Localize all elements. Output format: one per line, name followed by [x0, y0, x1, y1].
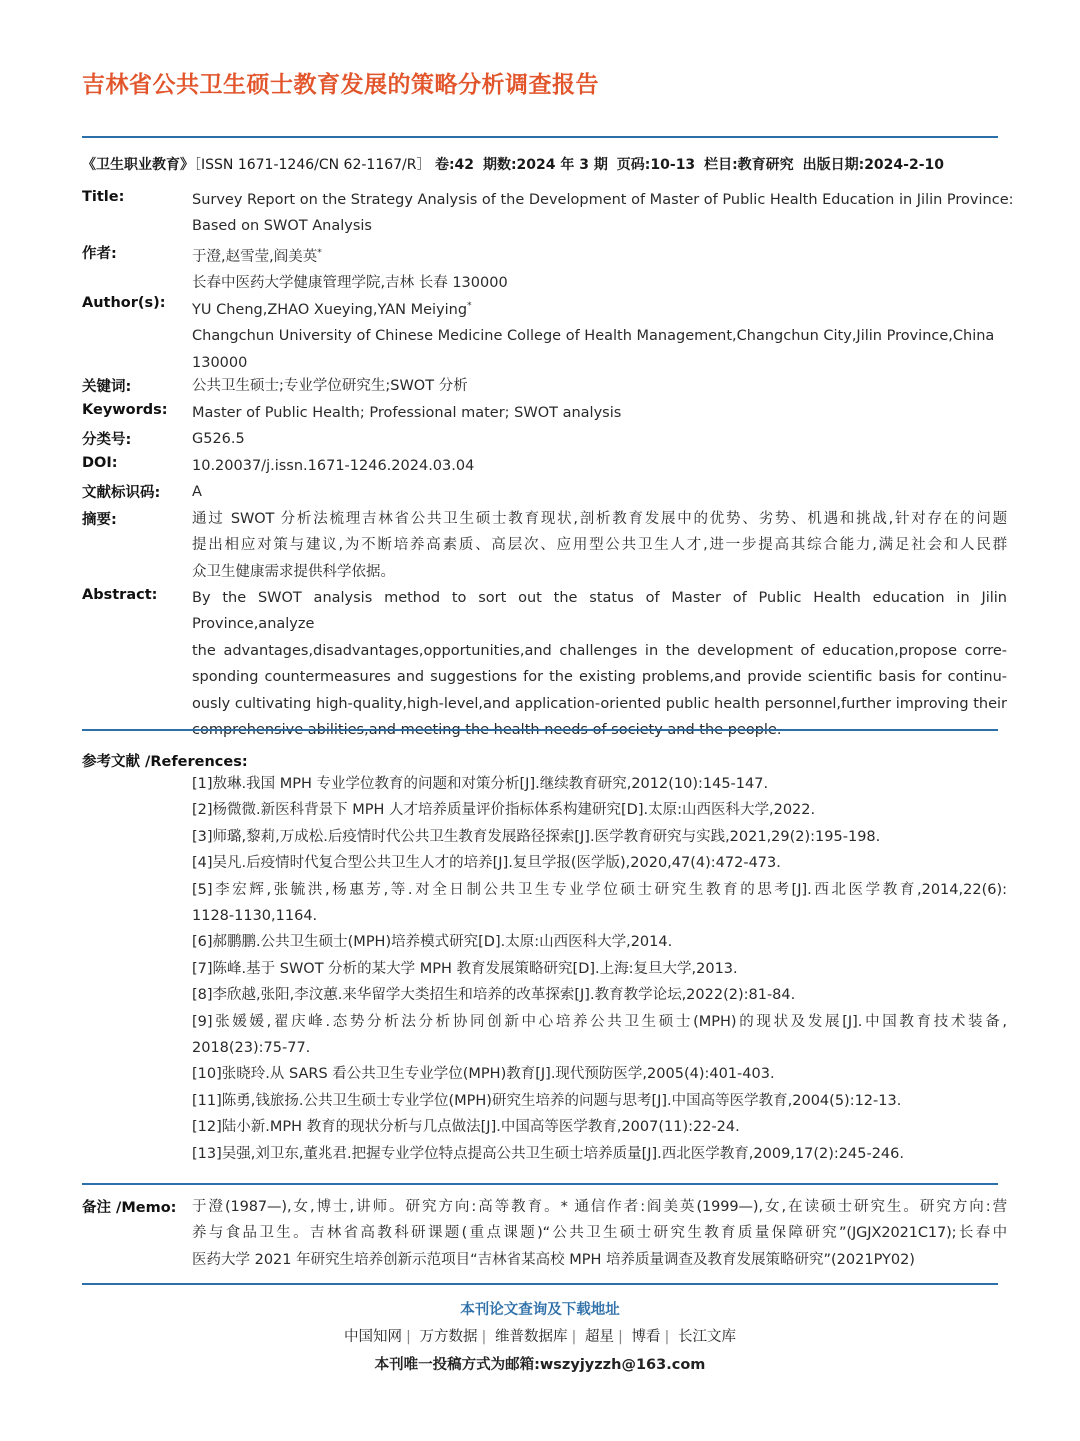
title-line: Based on SWOT Analysis [192, 218, 372, 235]
memo-value [192, 1194, 1007, 1273]
abstract-cn-value [192, 506, 1007, 585]
keywords-en-value: Master of Public Health; Professional mater; SWOT analysis [192, 405, 622, 421]
references-divider [82, 1183, 998, 1185]
reference-line: [8]李欣越,张阳,李汶蕙.来华留学大类招生和培养的改革探索[J].教育教学论坛,2022(2):81-84. [192, 987, 796, 1004]
database-list: 中国知网 | 万方数据 | 维普数据库 | 超星 | 博看 | 长江文库 [344, 1329, 736, 1345]
memo-label: 备注 /Memo: [82, 1200, 177, 1216]
class-value: G526.5 [192, 431, 245, 447]
top-divider [82, 136, 998, 138]
keywords-cn-value: 公共卫生硕士;专业学位研究生;SWOT 分析 [192, 378, 468, 394]
abstract-cn-line: 提出相应对策与建议,为不断培养高素质、高层次、应用型公共卫生人才,进一步提高其综合能力,满足社会和人民群 [192, 537, 1007, 554]
abstract-en-value [192, 585, 1007, 743]
reference-line: [13]吴强,刘卫东,董兆君.把握专业学位特点提高公共卫生硕士培养质量[J].西北医学教育,2009,17(2):245-246. [192, 1145, 904, 1162]
journal-date: 出版日期:2024-2-10 [802, 157, 945, 173]
reference-line: 1128-1130,1164. [192, 908, 318, 925]
keywords-cn-label: 关键词: [82, 379, 132, 395]
abstract-en-line: the advantages,disadvantages,opportunities,and challenges in the development of education,propose corre- [192, 642, 1007, 659]
reference-line: [9]张媛媛,翟庆峰.态势分析法分析协同创新中心培养公共卫生硕士(MPH)的现状及发展[J].中国教育技术装备, [192, 1013, 1007, 1030]
doi-label: DOI: [82, 455, 118, 471]
abstract-en-line: ously cultivating high-quality,high-level,and application-oriented public health personnel,further improving their [192, 695, 1007, 712]
abstract-en-label: Abstract: [82, 587, 158, 603]
author-cn-affiliation: 长春中医药大学健康管理学院,吉林 长春 130000 [192, 275, 508, 292]
article-title: 吉林省公共卫生硕士教育发展的策略分析调查报告 [82, 72, 599, 98]
memo-line: 医药大学 2021 年研究生培养创新示范项目“吉林省某高校 MPH 培养质量调查及教育发展策略研究”(2021PY02) [192, 1251, 915, 1268]
corresponding-mark: * [467, 301, 472, 311]
abstract-cn-label: 摘要: [82, 512, 117, 528]
memo-line: 于澄(1987—),女,博士,讲师。研究方向:高等教育。* 通信作者:阎美英(1999—),女,在读硕士研究生。研究方向:营 [192, 1199, 1007, 1215]
journal-info-line [82, 154, 1002, 174]
database-link[interactable]: 维普数据库 [495, 1329, 568, 1345]
reference-line: [10]张晓玲.从 SARS 看公共卫生专业学位(MPH)教育[J].现代预防医学,2005(4):401-403. [192, 1066, 775, 1083]
reference-line: [4]吴凡.后疫情时代复合型公共卫生人才的培养[J].复旦学报(医学版),2020,47(4):472-473. [192, 855, 781, 872]
database-link[interactable]: 长江文库 [678, 1329, 736, 1345]
doi-value: 10.20037/j.issn.1671-1246.2024.03.04 [192, 458, 475, 474]
keywords-en-label: Keywords: [82, 402, 168, 418]
journal-name: 《卫生职业教育》 [82, 157, 194, 173]
author-cn-names: 于澄,赵雪莹,阎美英 [192, 249, 318, 265]
database-link[interactable]: 超星 [585, 1329, 614, 1345]
abstract-divider [82, 729, 998, 731]
reference-line: [12]陆小新.MPH 教育的现状分析与几点做法[J].中国高等医学教育,2007(11):22-24. [192, 1119, 740, 1136]
doc-code-label: 文献标识码: [82, 485, 161, 501]
abstract-cn-line: 通过 SWOT 分析法梳理吉林省公共卫生硕士教育现状,剖析教育发展中的优势、劣势、机遇和挑战,针对存在的问题 [192, 511, 1007, 527]
journal-issn: ［ISSN 1671-1246/CN 62-1167/R］ [194, 157, 431, 173]
author-en-affiliation: Changchun University of Chinese Medicine College of Health Management,Changchun City,Jilin Province,China [192, 328, 995, 345]
author-cn-label: 作者: [82, 246, 117, 262]
reference-line: [6]郝鹏鹏.公共卫生硕士(MPH)培养模式研究[D].太原:山西医科大学,2014. [192, 934, 673, 951]
title-label: Title: [82, 189, 125, 205]
abstract-en-line: sponding countermeasures and suggestions for the existing problems,and provide scientific basis for continu- [192, 669, 1007, 686]
references-label: 参考文献 /References: [82, 754, 248, 770]
title-value [192, 187, 1014, 240]
download-heading: 本刊论文查询及下载地址 [460, 1302, 620, 1318]
reference-line: [11]陈勇,钱旅扬.公共卫生硕士专业学位(MPH)研究生培养的问题与思考[J].中国高等医学教育,2004(5):12-13. [192, 1092, 902, 1109]
doc-code-value: A [192, 484, 202, 500]
journal-issue: 期数:2024 年 3 期 [482, 157, 608, 173]
database-link[interactable]: 万方数据 [419, 1329, 478, 1345]
database-link[interactable]: 博看 [631, 1329, 661, 1345]
author-cn-value [192, 240, 1007, 297]
reference-line: 2018(23):75-77. [192, 1040, 311, 1057]
memo-line: 养与食品卫生。吉林省高教科研课题(重点课题)“公共卫生硕士研究生教育质量保障研究”(JGJX2021C17);长春中 [192, 1225, 1007, 1242]
corresponding-mark: * [317, 248, 322, 258]
title-line: Survey Report on the Strategy Analysis of the Development of Master of Public Health Education in Jilin Province: [192, 192, 1014, 208]
abstract-cn-line: 众卫生健康需求提供科学依据。 [192, 563, 395, 580]
reference-line: [1]敖琳.我国 MPH 专业学位教育的问题和对策分析[J].继续教育研究,2012(10):145-147. [192, 776, 769, 792]
reference-line: [2]杨微微.新医科背景下 MPH 人才培养质量评价指标体系构建研究[D].太原:山西医科大学,2022. [192, 802, 816, 819]
database-link[interactable]: 中国知网 [344, 1329, 402, 1345]
author-en-value [192, 293, 1007, 376]
memo-divider [82, 1283, 998, 1285]
reference-line: [7]陈峰.基于 SWOT 分析的某大学 MPH 教育发展策略研究[D].上海:复旦大学,2013. [192, 960, 738, 977]
abstract-en-line: By the SWOT analysis method to sort out the status of Master of Public Health education in Jilin Province,analyze [192, 590, 1007, 633]
journal-column: 栏目:教育研究 [704, 157, 794, 173]
class-label: 分类号: [82, 432, 132, 448]
references-list [192, 771, 1007, 1167]
author-en-affiliation: 130000 [192, 354, 248, 371]
journal-volume: 卷:42 [434, 157, 475, 173]
author-en-label: Author(s): [82, 295, 166, 311]
author-en-names: YU Cheng,ZHAO Xueying,YAN Meiying [192, 302, 468, 318]
journal-pages: 页码:10-13 [616, 157, 696, 173]
reference-line: [3]师璐,黎莉,万成松.后疫情时代公共卫生教育发展路径探索[J].医学教育研究与实践,2021,29(2):195-198. [192, 828, 881, 845]
submission-email[interactable]: 本刊唯一投稿方式为邮箱:wszyjyzzh@163.com [374, 1357, 706, 1373]
reference-line: [5]李宏辉,张毓洪,杨惠芳,等.对全日制公共卫生专业学位硕士研究生教育的思考[J].西北医学教育,2014,22(6): [192, 881, 1007, 898]
